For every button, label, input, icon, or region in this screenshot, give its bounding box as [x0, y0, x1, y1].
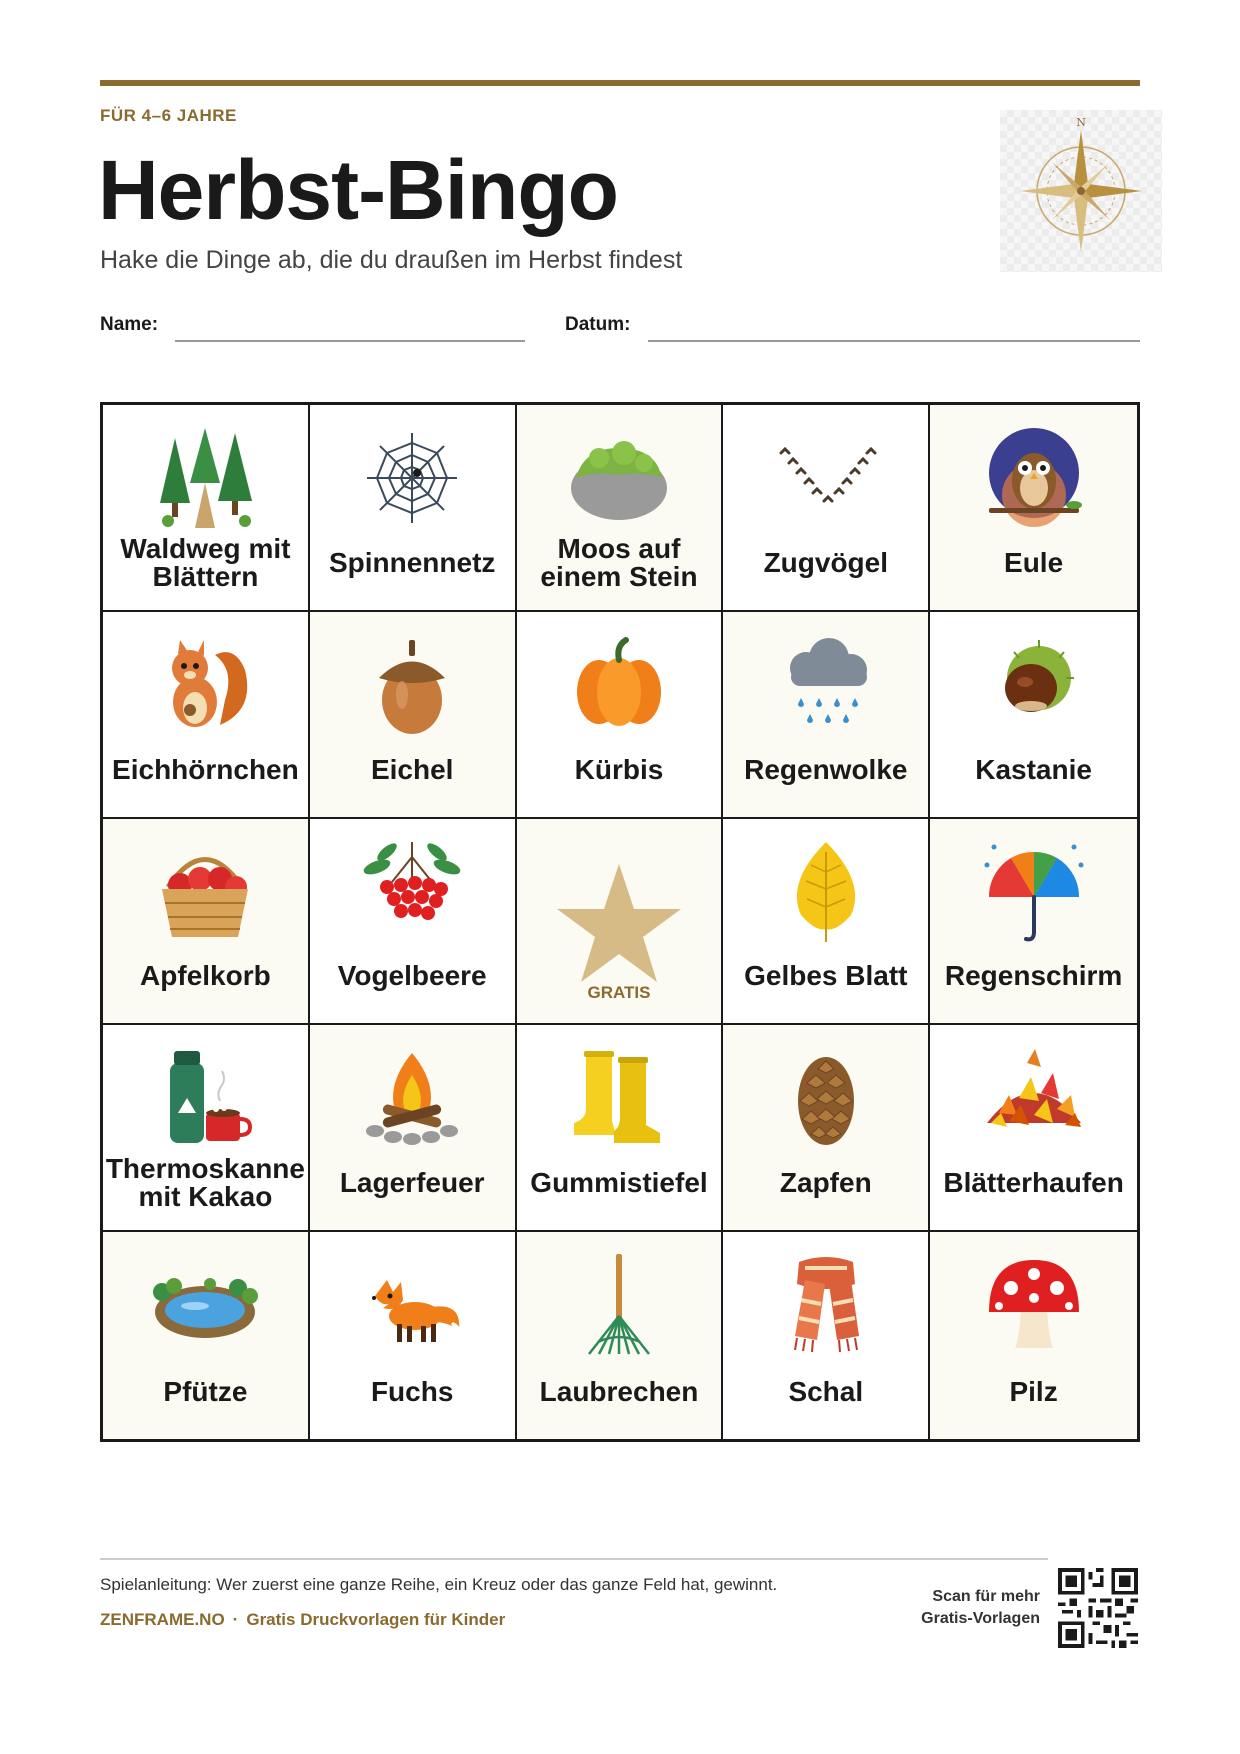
brand-separator: · [232, 1610, 239, 1629]
squirrel-icon [150, 630, 260, 740]
cell-label: Regenschirm [944, 960, 1123, 992]
bingo-cell-zapfen[interactable] [723, 1025, 930, 1232]
bingo-cell-pilz[interactable] [930, 1232, 1137, 1439]
bingo-cell-regenwolke[interactable] [723, 612, 930, 819]
bingo-cell-eichhoernchen[interactable] [103, 612, 310, 819]
bingo-cell-regenschirm[interactable] [930, 819, 1137, 1026]
pumpkin-icon [564, 630, 674, 740]
compass-icon [1000, 110, 1162, 272]
top-rule [100, 80, 1140, 86]
bingo-cell-waldweg[interactable] [103, 405, 310, 612]
cell-label: Fuchs [370, 1376, 454, 1407]
cell-label: Thermoskanne mit Kakao [105, 1153, 305, 1213]
cell-label: Waldweg mit Blättern [120, 532, 291, 592]
campfire-icon [357, 1043, 467, 1153]
bingo-cell-schal[interactable] [723, 1232, 930, 1439]
cell-label: Blätterhaufen [943, 1167, 1124, 1199]
name-input-line[interactable] [175, 340, 525, 342]
scan-text [880, 1586, 1040, 1631]
rain-cloud-icon [771, 630, 881, 740]
bingo-cell-kastanie[interactable] [930, 612, 1137, 819]
cell-label: Gummistiefel [530, 1167, 708, 1199]
age-label: FÜR 4–6 JAHRE [100, 106, 237, 125]
compass-logo [1000, 110, 1162, 272]
bingo-cell-gummistiefel[interactable] [517, 1025, 724, 1232]
rowan-berry-icon [357, 837, 467, 947]
bingo-cell-blaetterhaufen[interactable] [930, 1025, 1137, 1232]
page-subtitle: Hake die Dinge ab, die du draußen im Herbst findest [100, 246, 683, 274]
acorn-icon [357, 630, 467, 740]
migrating-birds-icon [771, 423, 881, 533]
cell-label: Zapfen [779, 1167, 872, 1199]
star-icon [554, 859, 684, 989]
cell-label: Eule [1004, 546, 1064, 578]
cell-label: Moos auf einem Stein [540, 532, 698, 592]
bingo-cell-apfelkorb[interactable] [103, 819, 310, 1026]
cell-label: Schal [788, 1376, 864, 1407]
bingo-cell-moos[interactable] [517, 405, 724, 612]
cell-label: Regenwolke [744, 753, 908, 785]
pine-cone-icon [771, 1043, 881, 1153]
name-label: Name: [100, 314, 159, 335]
rubber-boots-icon [564, 1043, 674, 1153]
mossy-stone-icon [564, 423, 674, 533]
game-instructions: Spielanleitung: Wer zuerst eine ganze Reihe, ein Kreuz oder das ganze Feld hat, gewinnt. [100, 1575, 778, 1594]
mushroom-icon [979, 1250, 1089, 1360]
chestnut-icon [979, 630, 1089, 740]
yellow-leaf-icon [771, 837, 881, 947]
bingo-cell-kuerbis[interactable] [517, 612, 724, 819]
scarf-icon [771, 1250, 881, 1360]
umbrella-icon [979, 837, 1089, 947]
thermos-icon [150, 1043, 260, 1153]
bingo-cell-gelbes-blatt[interactable] [723, 819, 930, 1026]
cell-label: Pilz [1009, 1376, 1058, 1407]
owl-icon [979, 423, 1089, 533]
cell-label: Zugvögel [763, 546, 889, 578]
bingo-cell-fuchs[interactable] [310, 1232, 517, 1439]
date-input-line[interactable] [648, 340, 1140, 342]
bingo-cell-zugvoegel[interactable] [723, 405, 930, 612]
bingo-cell-laubrechen[interactable] [517, 1232, 724, 1439]
qr-code-icon[interactable] [1058, 1568, 1138, 1648]
leaf-pile-icon [979, 1043, 1089, 1153]
cell-label: Eichel [370, 753, 454, 785]
cell-label: Spinnennetz [328, 546, 496, 578]
spider-web-icon [357, 423, 467, 533]
svg-text:N: N [1076, 116, 1086, 129]
cell-label: Eichhörnchen [112, 753, 299, 785]
bingo-cell-thermoskanne[interactable] [103, 1025, 310, 1232]
date-label: Datum: [565, 314, 631, 335]
cell-label: Laubrechen [539, 1376, 699, 1407]
free-label: GRATIS [587, 982, 651, 1002]
bingo-cell-gratis[interactable] [517, 819, 724, 1026]
page-title: Herbst-Bingo [98, 143, 618, 237]
apple-basket-icon [150, 837, 260, 947]
puddle-icon [150, 1250, 260, 1360]
cell-label: Apfelkorb [140, 960, 271, 992]
bingo-cell-spinnennetz[interactable] [310, 405, 517, 612]
cell-label: Kürbis [574, 753, 664, 785]
bingo-cell-eule[interactable] [930, 405, 1137, 612]
rake-icon [564, 1250, 674, 1360]
cell-label: Kastanie [975, 753, 1092, 785]
scan-line-2: Gratis-Vorlagen [921, 1610, 1040, 1628]
scan-line-1: Scan für mehr [932, 1588, 1040, 1605]
cell-label: Gelbes Blatt [744, 960, 908, 992]
bingo-grid [100, 402, 1140, 1442]
cell-label: Pfütze [163, 1376, 248, 1407]
cell-label: Vogelbeere [337, 960, 487, 992]
brand-tagline: Gratis Druckvorlagen für Kinder [246, 1610, 506, 1629]
bingo-cell-lagerfeuer[interactable] [310, 1025, 517, 1232]
brand-name[interactable]: ZENFRAME.NO [100, 1610, 225, 1629]
bingo-cell-pfuetze[interactable] [103, 1232, 310, 1439]
cell-label: Lagerfeuer [339, 1167, 485, 1199]
bingo-cell-vogelbeere[interactable] [310, 819, 517, 1026]
forest-path-icon [150, 423, 260, 533]
bingo-cell-eichel[interactable] [310, 612, 517, 819]
footer-brand [100, 1610, 505, 1630]
fox-icon [357, 1250, 467, 1360]
footer-divider [100, 1558, 1048, 1560]
